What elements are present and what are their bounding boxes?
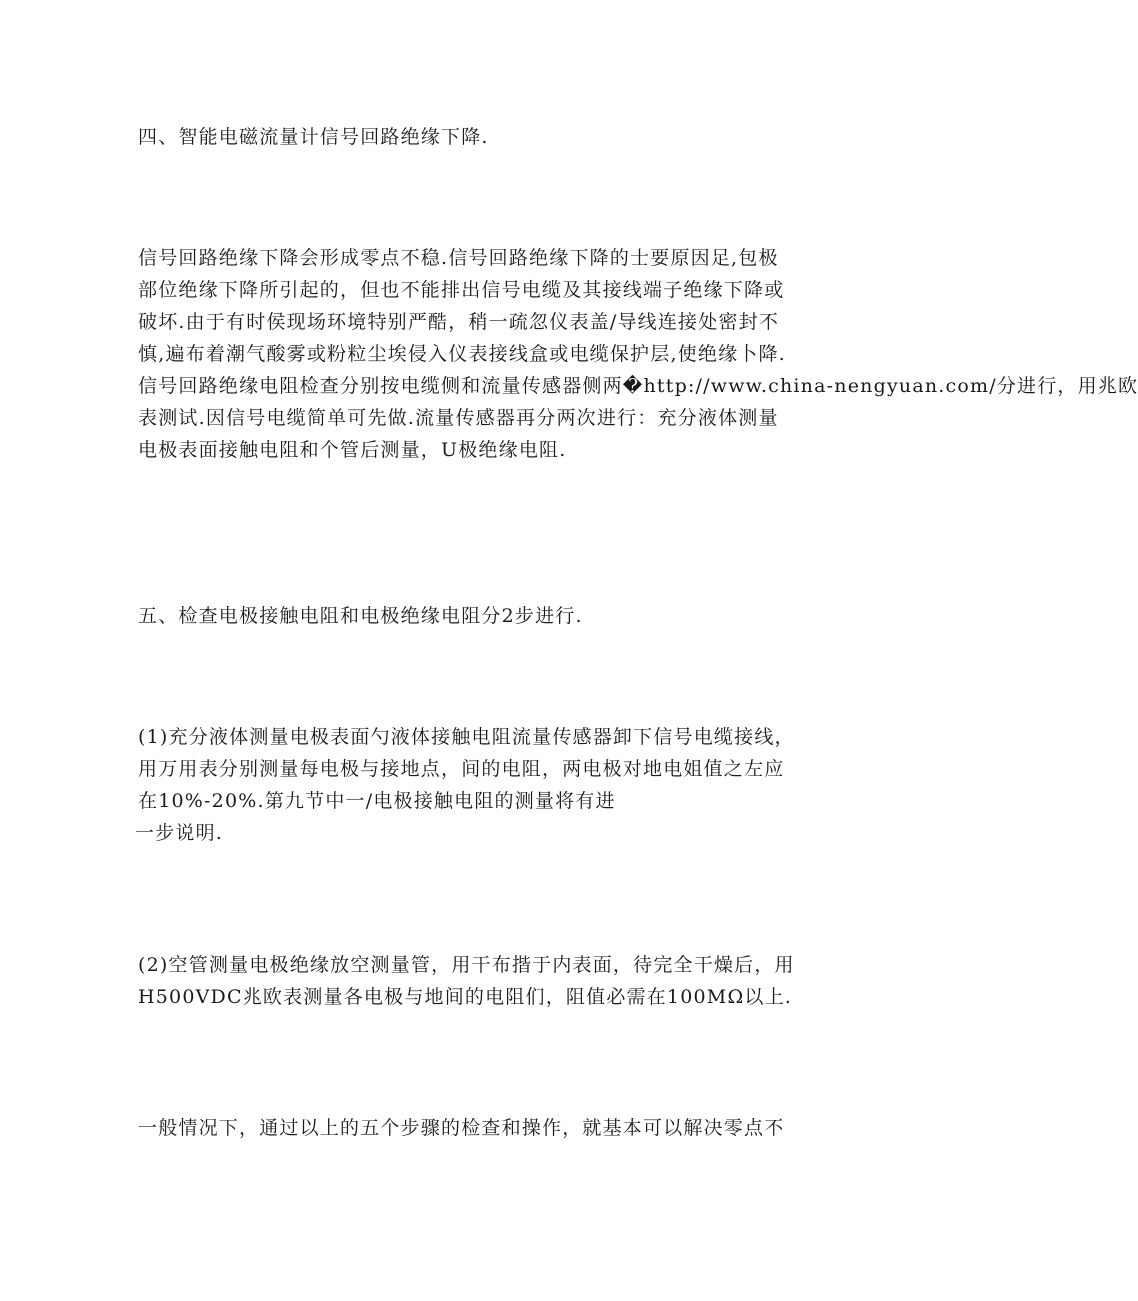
text-line: H500VDC兆欧表测量各电极与地间的电阻们，阻值必需在100MΩ以上. [138, 986, 793, 1008]
paragraph-step-1 [135, 721, 798, 849]
heading-line: 四、智能电磁流量计信号回路绝缘下降. [138, 126, 489, 148]
text-line: 信号回路绝缘电阻检查分别按电缆侧和流量传感器侧两�http://www.china-nengyuan.com/分进行，用兆欧 [138, 375, 1138, 397]
text-line: 一步说明. [135, 822, 224, 844]
text-line: (2)空管测量电极绝缘放空测量管，用干布揩于内表面，待完全干燥后，用 [138, 954, 795, 976]
paragraph-insulation [138, 242, 1138, 466]
text-line: 表测试.因信号电缆简单可先做.流量传感器再分两次进行：充分液体测量 [138, 407, 779, 429]
text-line: 一般情况下，通过以上的五个步骤的检查和操作，就基本可以解决零点不 [138, 1117, 785, 1139]
text-line: 慎,遍布着潮气酸雾或粉粒尘埃侵入仪表接线盒或电缆保护层,使绝缘卜降. [138, 343, 786, 365]
text-line: 部位绝缘下降所引起的，但也不能排出信号电缆及其接线端子绝缘下降或 [138, 279, 785, 301]
section-heading-4 [138, 121, 798, 153]
text-line: 信号回路绝缘下降会形成零点不稳.信号回路绝缘下降的士要原因足,包极 [138, 247, 779, 269]
text-line: 电极表面接触电阻和个管后测量，U极绝缘电阻. [138, 439, 567, 461]
paragraph-summary [138, 1112, 798, 1144]
section-heading-5 [138, 600, 798, 632]
text-line: 用万用表分别测量每电极与接地点，间的电阻，两电极对地电姐值之左应 [138, 758, 785, 780]
text-line: 破坏.由于有时侯现场环境特别严酷，稍一疏忽仪表盖/导线连接处密封不 [138, 311, 780, 333]
paragraph-step-2 [138, 949, 798, 1013]
text-line: 在10%-20%.第九节中一/电极接触电阻的测量将有进 [138, 790, 616, 812]
text-line: (1)充分液体测量电极表面勺液体接触电阻流量传感器卸下信号电缆接线， [138, 726, 795, 748]
heading-line: 五、检查电极接触电阻和电极绝缘电阻分2步进行. [138, 605, 583, 627]
